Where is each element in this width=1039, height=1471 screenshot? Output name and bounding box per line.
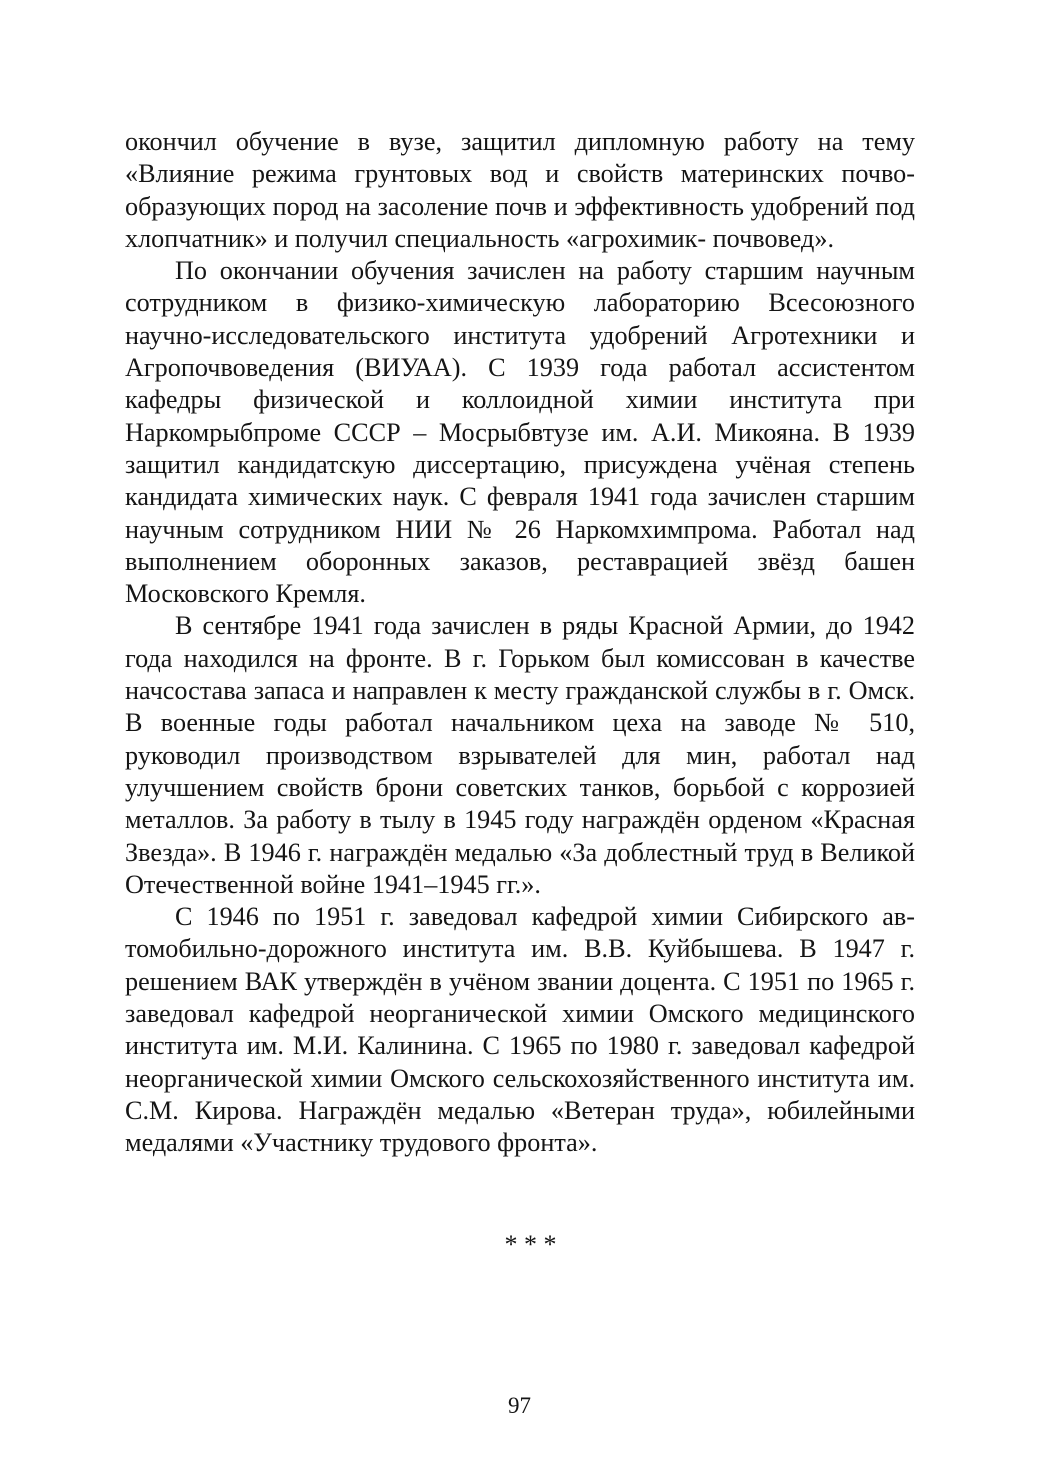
body-text [125,126,915,1160]
paragraph-continuation: окончил обучение в вузе, защитил дипломную работу на тему «Влияние режима грунтовых вод и свойств материнских почвообразующих пород на засоление почв и эффективность удобрений под хлопчатник» и получил специальность «агрохимик- почвовед». [125,127,915,253]
paragraph-later-career: С 1946 по 1951 г. заведовал кафедрой химии Сибирского автомобильно-дорожного института им. В.В. Куйбышева. В 1947 г. решением ВАК утверждён в учёном звании доцента. С 1951 по 1965 г. заведовал кафедрой неорганической химии Омского медицинского института им. М.И. Калинина. С 1965 по 1980 г. заведовал кафедрой неорганической химии Омского сельскохозяйственного института им. С.М. Кирова. Награждён медалью «Ветеран труда», юбилейными медалями «Участнику трудового фронта». [125,902,915,1158]
paragraph-war-years: В сентябре 1941 года зачислен в ряды Красной Армии, до 1942 года находился на фронте. В г. Горьком был комиссован в качестве начсостава запаса и направлен к месту гражданской службы в г. Омск. В военные годы работал начальником цеха на заводе № 510, руководил производством взрывателей для мин, работал над улучшением свойств брони советских танков, борьбой с коррозией металлов. За работу в тылу в 1945 году награждён орденом «Красная Звезда». В 1946 г. награждён медалью «За доблестный труд в Великой Отечественной войне 1941–1945 гг.». [125,611,915,899]
paragraph-employment: По окончании обучения зачислен на работу старшим научным сотрудником в физико-химическую лабораторию Всесоюзного научно-исследовательского института удобрений Агротехники и Агропочвоведения (ВИУАА). С 1939 года работал ассистентом кафедры физической и коллоидной химии института при Наркомрыбпроме СССР – Мосрыбвтузе им. А.И. Микояна. В 1939 защитил кандидатскую диссертацию, присуждена учёная степень кандидата химических наук. С февраля 1941 года зачислен старшим научным сотрудником НИИ № 26 Наркомхимпрома. Работал над выполнением оборонных заказов, реставрацией звёзд башен Московского Кремля. [125,256,915,609]
page-number: 97 [508,1393,531,1418]
section-separator: * * * [504,1230,557,1259]
